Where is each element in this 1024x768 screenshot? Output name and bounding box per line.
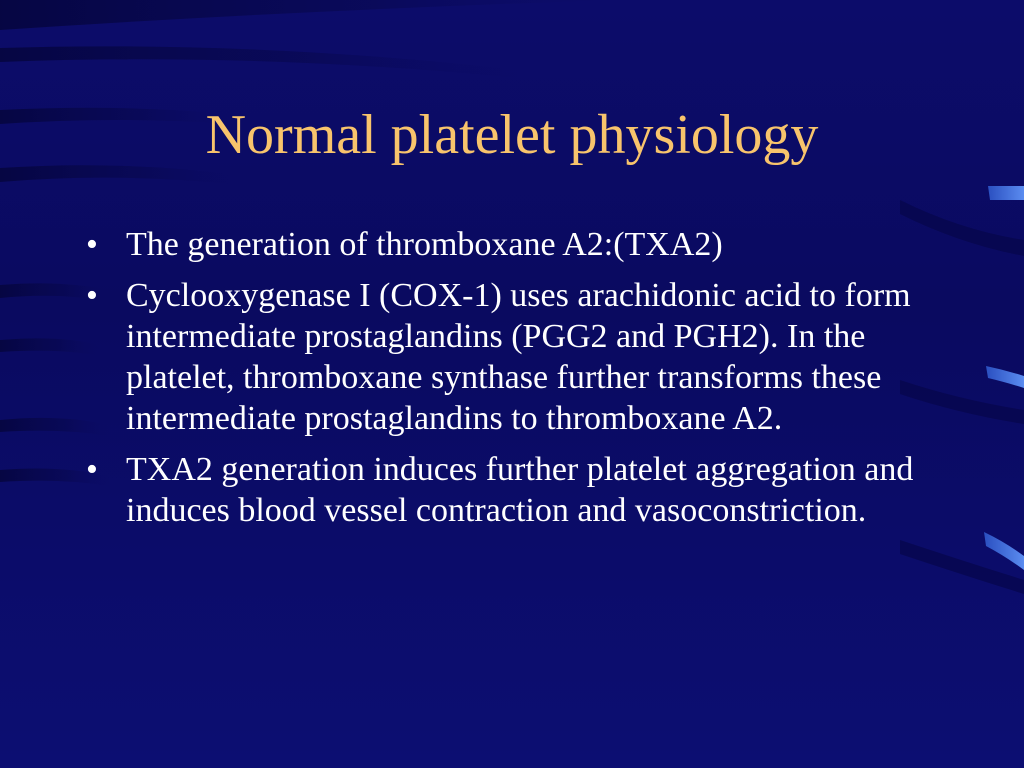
slide-title: Normal platelet physiology xyxy=(205,104,819,166)
bullet-item-2 xyxy=(86,275,946,439)
bullet-marker: • xyxy=(86,451,98,488)
bullet-text: TXA2 generation induces further platelet aggregation and induces blood vessel contraction and vasoconstriction. xyxy=(126,451,914,529)
bullet-marker: • xyxy=(86,226,98,263)
bullet-marker: • xyxy=(86,277,98,314)
bullet-item-1 xyxy=(86,224,946,265)
bullet-text: The generation of thromboxane A2:(TXA2) xyxy=(126,226,723,263)
bullet-item-3 xyxy=(86,449,946,531)
bullet-list xyxy=(86,224,946,541)
bullet-text: Cyclooxygenase I (COX-1) uses arachidonic acid to form intermediate prostaglandins (PGG2 and PGH2). In the platelet, thromboxane synthase further transforms these intermediate prostaglandins to thromboxane A2. xyxy=(126,277,911,437)
